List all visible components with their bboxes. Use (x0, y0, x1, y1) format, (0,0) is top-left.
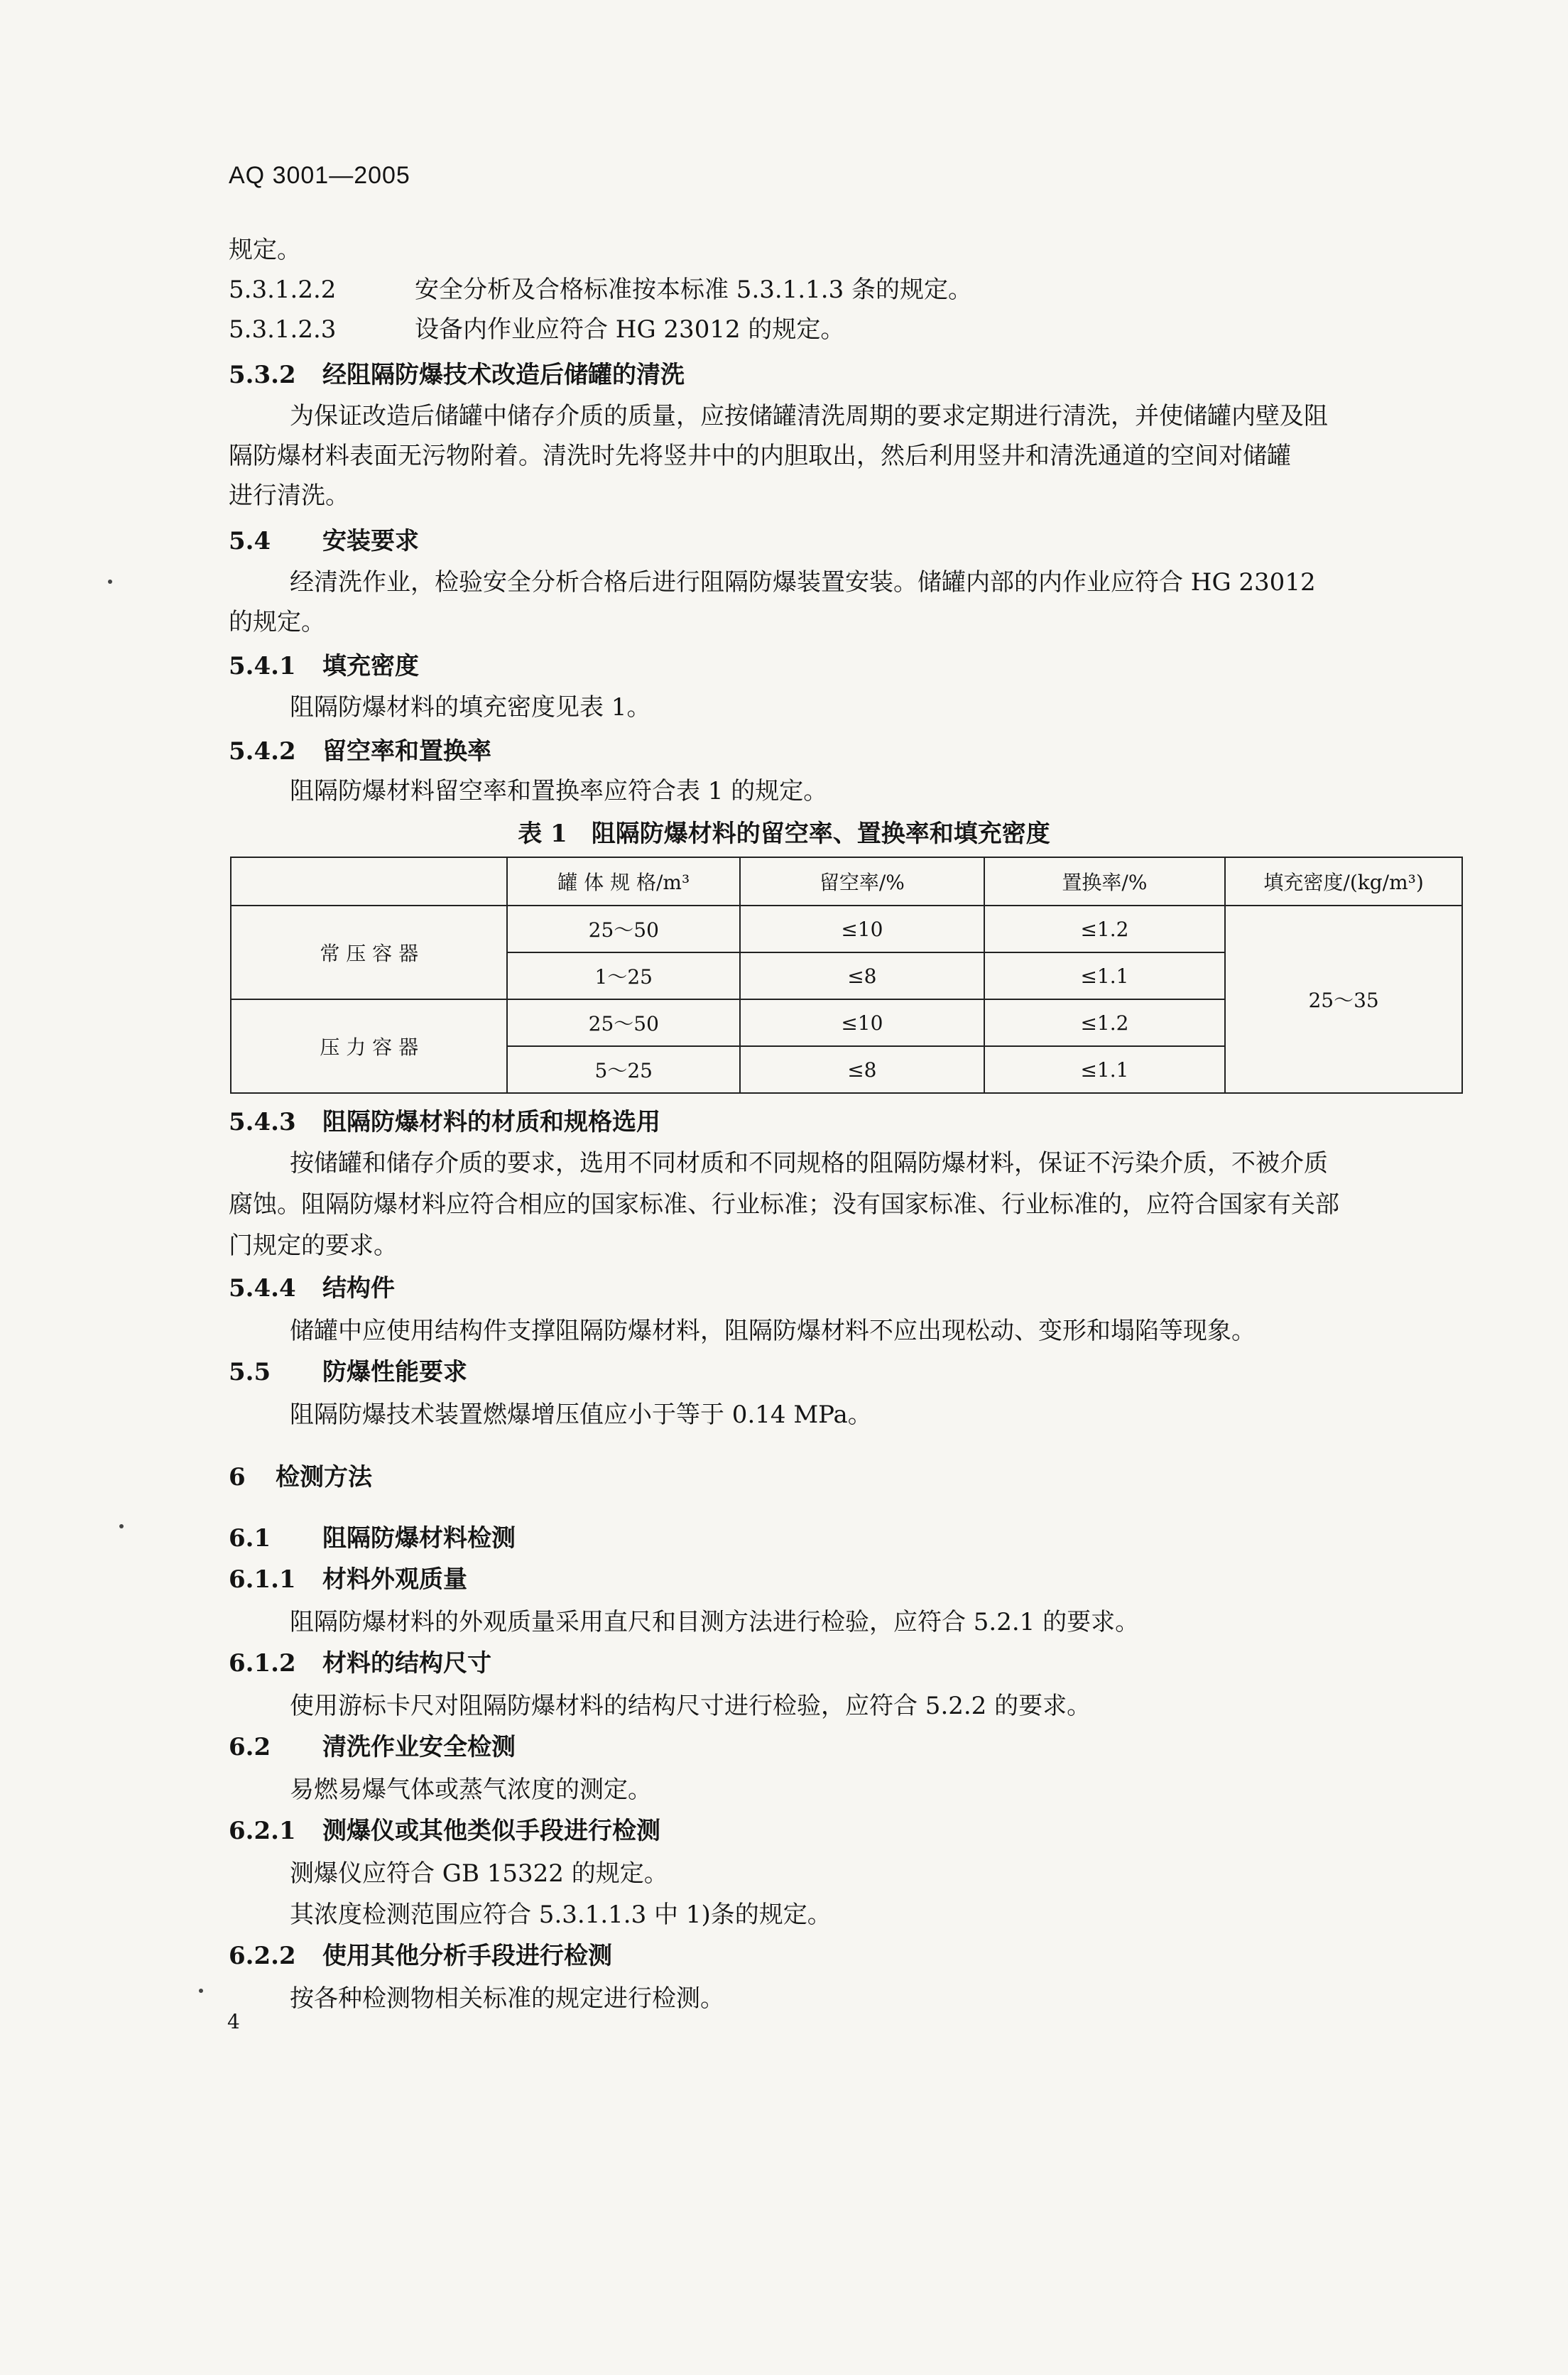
heading-5-4-3: 5.4.3 阻隔防爆材料的材质和规格选用 (229, 1108, 660, 1136)
spec-cell: 25～50 (507, 906, 740, 952)
heading-5-4-1: 5.4.1 填充密度 (229, 652, 419, 680)
group-cell: 常 压 容 器 (231, 906, 507, 999)
paragraph-line: 测爆仪应符合 GB 15322 的规定。 (290, 1859, 668, 1888)
scan-speck (108, 580, 112, 584)
empty-rate-cell: ≤10 (740, 906, 984, 952)
header-cell (231, 857, 507, 906)
replace-rate-cell: ≤1.2 (984, 906, 1226, 952)
heading-6-2-2: 6.2.2 使用其他分析手段进行检测 (229, 1942, 612, 1970)
table-row (231, 906, 1462, 952)
replace-rate-cell: ≤1.2 (984, 999, 1226, 1046)
paragraph-line: 的规定。 (229, 608, 325, 636)
paragraph-line: 经清洗作业，检验安全分析合格后进行阻隔防爆装置安装。储罐内部的内作业应符合 HG 23012 (290, 568, 1316, 597)
heading-5-4-4: 5.4.4 结构件 (229, 1274, 395, 1303)
paragraph-line: 阻隔防爆技术装置燃爆增压值应小于等于 0.14 MPa。 (290, 1401, 872, 1429)
heading-6-1-2: 6.1.2 材料的结构尺寸 (229, 1649, 491, 1678)
data-table (230, 857, 1463, 1094)
heading-5-5: 5.5 防爆性能要求 (229, 1358, 467, 1386)
heading-6-1-1: 6.1.1 材料外观质量 (229, 1565, 467, 1594)
replace-rate-cell: ≤1.1 (984, 952, 1226, 999)
table-caption: 表 1 阻隔防爆材料的留空率、置换率和填充密度 (518, 820, 1050, 848)
replace-rate-cell: ≤1.1 (984, 1046, 1226, 1093)
heading-6: 6 检测方法 (229, 1463, 372, 1491)
header-cell: 置换率/% (984, 857, 1226, 906)
spec-cell: 5～25 (507, 1046, 740, 1093)
paragraph-line: 按各种检测物相关标准的规定进行检测。 (290, 1984, 724, 2013)
page-number: 4 (227, 2010, 240, 2033)
heading-5-4: 5.4 安装要求 (229, 527, 419, 555)
paragraph-line: 进行清洗。 (229, 482, 349, 510)
paragraph-line: 易燃易爆气体或蒸气浓度的测定。 (290, 1776, 652, 1804)
paragraph-line: 腐蚀。阻隔防爆材料应符合相应的国家标准、行业标准；没有国家标准、行业标准的，应符合国家有关部 (229, 1190, 1339, 1219)
heading-6-2: 6.2 清洗作业安全检测 (229, 1733, 516, 1761)
heading-5-4-2: 5.4.2 留空率和置换率 (229, 737, 491, 766)
paragraph-line: 为保证改造后储罐中储存介质的质量，应按储罐清洗周期的要求定期进行清洗，并使储罐内壁及阻 (290, 402, 1328, 430)
paragraph-line: 其浓度检测范围应符合 5.3.1.1.3 中 1)条的规定。 (290, 1901, 832, 1929)
table-header-row (231, 857, 1462, 906)
heading-6-1: 6.1 阻隔防爆材料检测 (229, 1524, 516, 1553)
paragraph-line: 按储罐和储存介质的要求，选用不同材质和不同规格的阻隔防爆材料，保证不污染介质，不被介质 (290, 1149, 1328, 1178)
scan-speck (199, 1989, 203, 1993)
heading-5-3-2: 5.3.2 经阻隔防爆技术改造后储罐的清洗 (229, 361, 685, 389)
scan-speck (119, 1524, 124, 1528)
clause-5-3-1-2-3: 5.3.1.2.3 设备内作业应符合 HG 23012 的规定。 (229, 315, 845, 344)
paragraph-line: 隔防爆材料表面无污物附着。清洗时先将竖井中的内胆取出，然后利用竖井和清洗通道的空间对储罐 (229, 442, 1291, 470)
density-cell: 25～35 (1225, 906, 1462, 1093)
text-line: 规定。 (229, 236, 301, 264)
empty-rate-cell: ≤8 (740, 952, 984, 999)
document-header: AQ 3001—2005 (229, 162, 410, 189)
group-cell: 压 力 容 器 (231, 999, 507, 1093)
heading-6-2-1: 6.2.1 测爆仪或其他类似手段进行检测 (229, 1817, 660, 1845)
empty-rate-cell: ≤8 (740, 1046, 984, 1093)
header-cell: 罐 体 规 格/m³ (507, 857, 740, 906)
empty-rate-cell: ≤10 (740, 999, 984, 1046)
header-cell: 填充密度/(kg/m³) (1225, 857, 1462, 906)
spec-cell: 1～25 (507, 952, 740, 999)
header-cell: 留空率/% (740, 857, 984, 906)
spec-cell: 25～50 (507, 999, 740, 1046)
clause-5-3-1-2-2: 5.3.1.2.2 安全分析及合格标准按本标准 5.3.1.1.3 条的规定。 (229, 276, 973, 304)
paragraph-line: 阻隔防爆材料留空率和置换率应符合表 1 的规定。 (290, 777, 828, 805)
paragraph-line: 阻隔防爆材料的填充密度见表 1。 (290, 693, 651, 722)
paragraph-line: 储罐中应使用结构件支撑阻隔防爆材料，阻隔防爆材料不应出现松动、变形和塌陷等现象。 (290, 1317, 1256, 1345)
paragraph-line: 门规定的要求。 (229, 1232, 398, 1260)
paragraph-line: 阻隔防爆材料的外观质量采用直尺和目测方法进行检验，应符合 5.2.1 的要求。 (290, 1608, 1140, 1636)
paragraph-line: 使用游标卡尺对阻隔防爆材料的结构尺寸进行检验，应符合 5.2.2 的要求。 (290, 1692, 1091, 1720)
